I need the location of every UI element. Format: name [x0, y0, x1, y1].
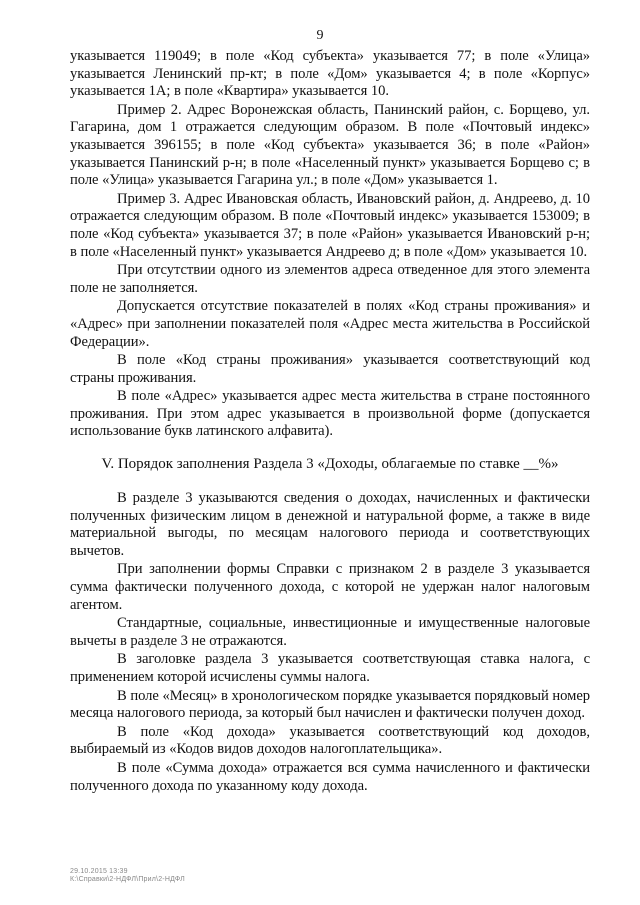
paragraph-address-example-1-end: указывается 119049; в поле «Код субъекта» указывается 77; в поле «Улица» указывается Ленинский пр-кт; в поле «Дом» указывается 4; в поле «Корпус» указывается 1А; в поле «Квартира» указывается 10.	[70, 48, 590, 100]
footer-file-path: К:\Справки\2-НДФЛ\Прил\2-НДФЛ	[70, 876, 185, 883]
paragraph-country-address-absence: Допускается отсутствие показателей в полях «Код страны проживания» и «Адрес» при заполнении показателей поля «Адрес места жительства в Российской Федерации».	[70, 298, 590, 350]
paragraph-month-field: В поле «Месяц» в хронологическом порядке указывается порядковый номер месяца налогового периода, за который был начислен и фактически получен доход.	[70, 687, 590, 722]
paragraph-deductions: Стандартные, социальные, инвестиционные и имущественные налоговые вычеты в разделе 3 не отражаются.	[70, 615, 590, 649]
paragraph-section-3-content: В разделе 3 указываются сведения о доходах, начисленных и фактически полученных физическим лицом в денежной и натуральной форме, а также в виде материальной выгоды, по месяцам налогового периода и соответствующих вычетов.	[70, 490, 590, 559]
section-heading: V. Порядок заполнения Раздела 3 «Доходы, облагаемые по ставке __%»	[101, 456, 559, 473]
paragraph-income-code-field: В поле «Код дохода» указывается соответствующий код доходов, выбираемый из «Кодов видов доходов налогоплательщика».	[70, 723, 590, 758]
paragraph-foreign-address: В поле «Адрес» указывается адрес места жительства в стране постоянного проживания. При этом адрес указывается в произвольной форме (допускается использование букв латинского алфавита).	[70, 388, 590, 440]
paragraph-sign-2: При заполнении формы Справки с признаком 2 в разделе 3 указывается сумма фактически полученного дохода, с которой не удержан налог налоговым агентом.	[70, 561, 590, 613]
paragraph-missing-address-elements: При отсутствии одного из элементов адреса отведенное для этого элемента поле не заполняется.	[70, 262, 590, 296]
footer-date: 29.10.2015 13:39	[70, 868, 128, 875]
paragraph-country-code: В поле «Код страны проживания» указывается соответствующий код страны проживания.	[70, 352, 590, 386]
paragraph-address-example-3: Пример 3. Адрес Ивановская область, Ивановский район, д. Андреево, д. 10 отражается следующим образом. В поле «Почтовый индекс» указывается 153009; в поле «Код субъекта» указывается 37; в поле «Район» указывается Ивановский р-н; в поле «Населенный пункт» указывается Андреево д; в поле «Дом» указывается 10.	[70, 190, 590, 260]
paragraph-tax-rate-heading: В заголовке раздела 3 указывается соответствующая ставка налога, с применением которой исчислены суммы налога.	[70, 651, 590, 685]
footer-stamp	[70, 868, 290, 884]
paragraph-income-sum-field: В поле «Сумма дохода» отражается вся сумма начисленного и фактически полученного дохода по указанному коду дохода.	[70, 759, 590, 794]
page-number: 9	[316, 28, 324, 43]
document-body	[70, 48, 590, 796]
paragraph-address-example-2: Пример 2. Адрес Воронежская область, Панинский район, с. Борщево, ул. Гагарина, дом 1 отражается следующим образом. В поле «Почтовый индекс» указывается 396155; в поле «Код субъекта» указывается 36; в поле «Район» указывается Панинский р-н; в поле «Населенный пункт» указывается Борщево с; в поле «Улица» указывается Гагарина ул.; в поле «Дом» указывается 1.	[70, 101, 590, 189]
